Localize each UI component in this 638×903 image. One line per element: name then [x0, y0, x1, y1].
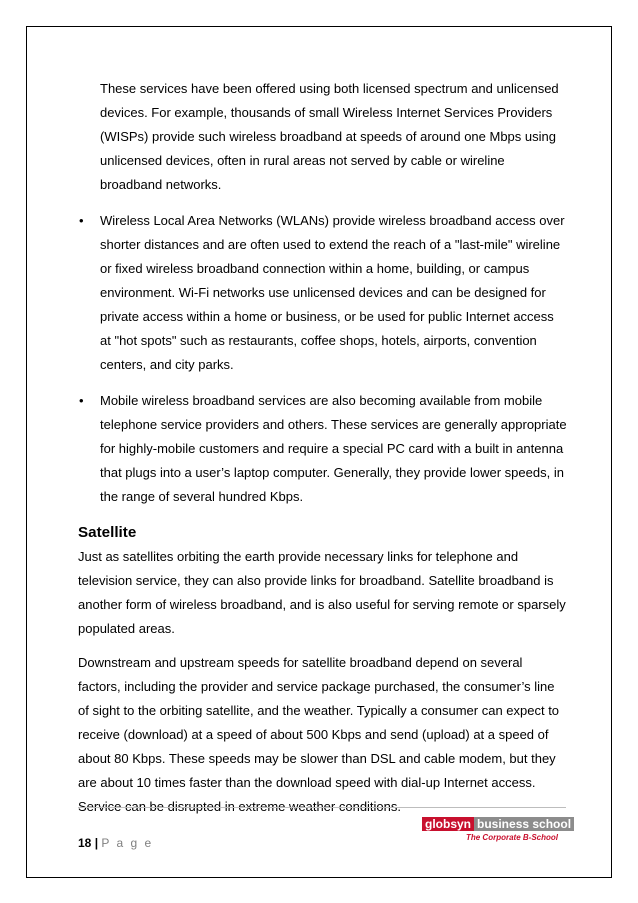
logo-part-1: globsyn [422, 817, 474, 831]
list-item [78, 389, 568, 509]
list-item [78, 209, 568, 377]
bullet-text: Mobile wireless broadband services are also becoming available from mobile telephone service providers and others. These services are generally appropriate for highly-mobile customers and require a special PC card with a built in antenna that plugs into a user’s laptop computer. Generally, they provide lower speeds, in the range of several hundred Kbps. [100, 393, 567, 504]
footer-separator: | [94, 836, 99, 850]
logo-tagline: The Corporate B-School [465, 833, 558, 842]
page-footer [78, 836, 153, 850]
document-body [78, 77, 568, 819]
page-number: 18 [78, 836, 92, 850]
page-label: P a g e [101, 836, 154, 850]
bullet-list [78, 209, 568, 509]
paragraph: Just as satellites orbiting the earth provide necessary links for telephone and television service, they can also provide links for broadband. Satellite broadband is another form of wireless broadband, and is also useful for serving remote or sparsely populated areas. [78, 549, 566, 636]
bullet-icon: • [79, 213, 84, 228]
logo-part-2: business school [474, 817, 574, 831]
section-heading: Satellite [78, 524, 137, 541]
bullet-icon: • [79, 393, 84, 408]
intro-paragraph: These services have been offered using both licensed spectrum and unlicensed devices. For example, thousands of small Wireless Internet Services Providers (WISPs) provide such wireless broadband at speeds of around one Mbps using unlicensed devices, often in rural areas not served by cable or wireline broadband networks. [100, 81, 559, 192]
logo-wordmark [418, 817, 572, 832]
paragraph: Downstream and upstream speeds for satellite broadband depend on several factors, including the provider and service package purchased, the consumer’s line of sight to the orbiting satellite, and the weather. Typically a consumer can expect to receive (download) at a speed of about 500 Kbps and send (upload) at a speed of about 80 Kbps. These speeds may be slower than DSL and cable modem, but they are about 10 times faster than the download speed with dial-up Internet access. Service can be disrupted in extreme weather conditions. [78, 655, 560, 814]
school-logo [418, 817, 572, 847]
bullet-text: Wireless Local Area Networks (WLANs) provide wireless broadband access over shorter distances and are often used to extend the reach of a "last-mile" wireline or fixed wireless broadband connection within a home, building, or campus environment. Wi-Fi networks use unlicensed devices and can be designed for private access within a home or business, or be used for public Internet access at "hot spots" such as restaurants, coffee shops, hotels, airports, convention centers, and city parks. [100, 213, 565, 372]
footer-divider [78, 807, 566, 808]
